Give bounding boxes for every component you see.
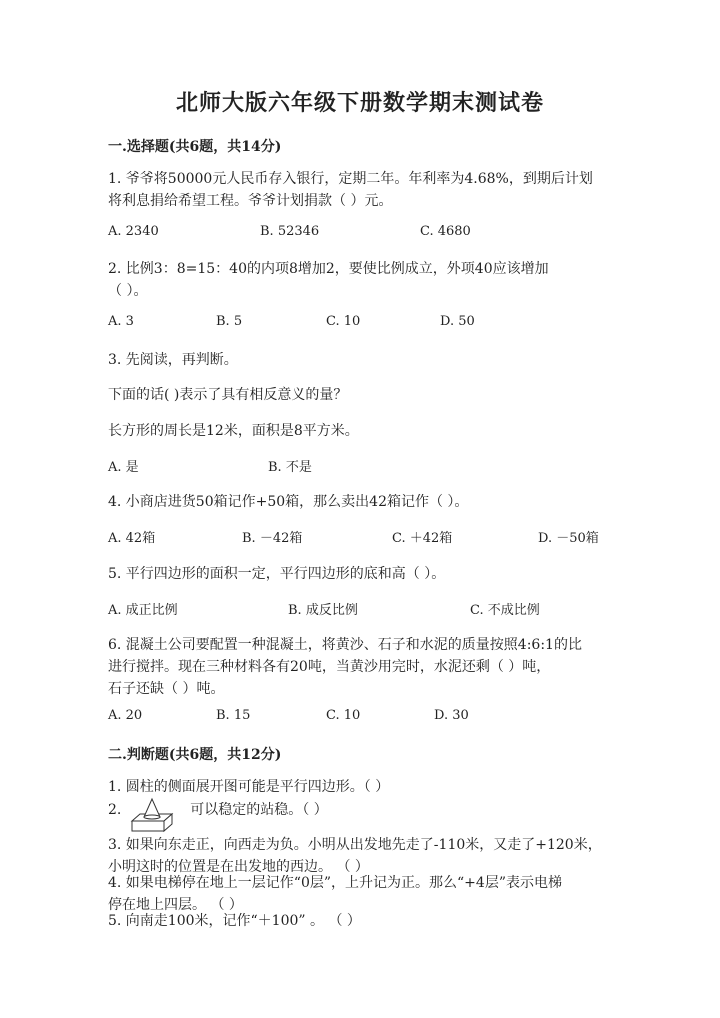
question-6-options bbox=[108, 708, 628, 730]
judgment-2-text: 可以稳定的站稳。（ ） bbox=[190, 802, 328, 818]
judgment-2-number: 2. bbox=[108, 802, 122, 818]
option-b[interactable]: B. －42箱 bbox=[242, 531, 303, 546]
option-c[interactable]: C. 10 bbox=[326, 708, 361, 723]
option-a[interactable]: A. 成正比例 bbox=[108, 603, 178, 618]
question-3-line-1: 3. 先阅读，再判断。 bbox=[108, 352, 238, 368]
option-b[interactable]: B. 52346 bbox=[260, 224, 320, 239]
cone-on-block-figure bbox=[128, 797, 176, 835]
option-a[interactable]: A. 20 bbox=[108, 708, 143, 723]
option-c[interactable]: C. 不成比例 bbox=[470, 603, 540, 618]
question-2-line-1: 2. 比例3：8=15：40的内项8增加2，要使比例成立，外项40应该增加 bbox=[108, 261, 549, 277]
question-1 bbox=[108, 168, 608, 212]
section-judgment-heading: 二.判断题(共6题，共12分) bbox=[108, 747, 282, 763]
judgment-1: 1. 圆柱的侧面展开图可能是平行四边形。（ ） bbox=[108, 779, 390, 795]
option-b[interactable]: B. 不是 bbox=[268, 460, 312, 475]
option-a[interactable]: A. 3 bbox=[108, 314, 134, 329]
question-2 bbox=[108, 258, 608, 302]
option-d[interactable]: D. 30 bbox=[434, 708, 469, 723]
judgment-3-line-2: 小明这时的位置是在出发地的西边。 （ ） bbox=[108, 859, 369, 875]
question-4-options bbox=[108, 527, 628, 549]
question-6-line-1: 6. 混凝土公司要配置一种混凝土，将黄沙、石子和水泥的质量按照4:6:1的比 bbox=[108, 637, 582, 653]
question-2-line-2: （ ）。 bbox=[108, 283, 148, 299]
question-3-line-3: 长方形的周长是12米，面积是8平方米。 bbox=[108, 423, 359, 439]
judgment-4-line-1: 4. 如果电梯停在地上一层记作“0层”，上升记为正。那么“+4层”表示电梯 bbox=[108, 875, 562, 891]
question-6-line-3: 石子还缺（ ）吨。 bbox=[108, 681, 225, 697]
question-6-line-2: 进行搅拌。现在三种材料各有20吨，当黄沙用完时，水泥还剩（ ）吨， bbox=[108, 659, 551, 675]
option-c[interactable]: C. 4680 bbox=[420, 224, 471, 239]
question-3-options bbox=[108, 456, 628, 478]
judgment-4-line-2: 停在地上四层。 （ ） bbox=[108, 897, 243, 913]
question-4-line-1: 4. 小商店进货50箱记作+50箱，那么卖出42箱记作（ ）。 bbox=[108, 494, 469, 510]
option-c[interactable]: C. 10 bbox=[326, 314, 361, 329]
question-6 bbox=[108, 634, 608, 700]
option-a[interactable]: A. 42箱 bbox=[108, 531, 156, 546]
option-b[interactable]: B. 成反比例 bbox=[288, 603, 358, 618]
question-5-line-1: 5. 平行四边形的面积一定，平行四边形的底和高（ ）。 bbox=[108, 566, 446, 582]
page-title: 北师大版六年级下册数学期末测试卷 bbox=[175, 90, 544, 116]
judgment-5: 5. 向南走100米，记作“＋100” 。 （ ） bbox=[108, 913, 361, 929]
option-d[interactable]: D. 50 bbox=[440, 314, 475, 329]
option-a[interactable]: A. 2340 bbox=[108, 224, 159, 239]
option-c[interactable]: C. ＋42箱 bbox=[392, 531, 453, 546]
judgment-3-line-1: 3. 如果向东走正，向西走为负。小明从出发地先走了-110米，又走了+120米， bbox=[108, 837, 602, 853]
question-3-line-2: 下面的话( )表示了具有相反意义的量？ bbox=[108, 387, 348, 403]
question-5-options bbox=[108, 599, 628, 621]
option-b[interactable]: B. 15 bbox=[216, 708, 251, 723]
section-choice-heading: 一.选择题(共6题，共14分) bbox=[108, 139, 282, 155]
question-2-options bbox=[108, 314, 628, 336]
judgment-2 bbox=[108, 799, 608, 821]
question-1-line-2: 将利息捐给希望工程。爷爷计划捐款（ ）元。 bbox=[108, 193, 393, 209]
option-d[interactable]: D. －50箱 bbox=[538, 531, 599, 546]
option-b[interactable]: B. 5 bbox=[216, 314, 243, 329]
question-1-line-1: 1. 爷爷将50000元人民币存入银行，定期二年。年利率为4.68%，到期后计划 bbox=[108, 171, 593, 187]
question-1-options bbox=[108, 224, 628, 246]
option-a[interactable]: A. 是 bbox=[108, 460, 139, 475]
